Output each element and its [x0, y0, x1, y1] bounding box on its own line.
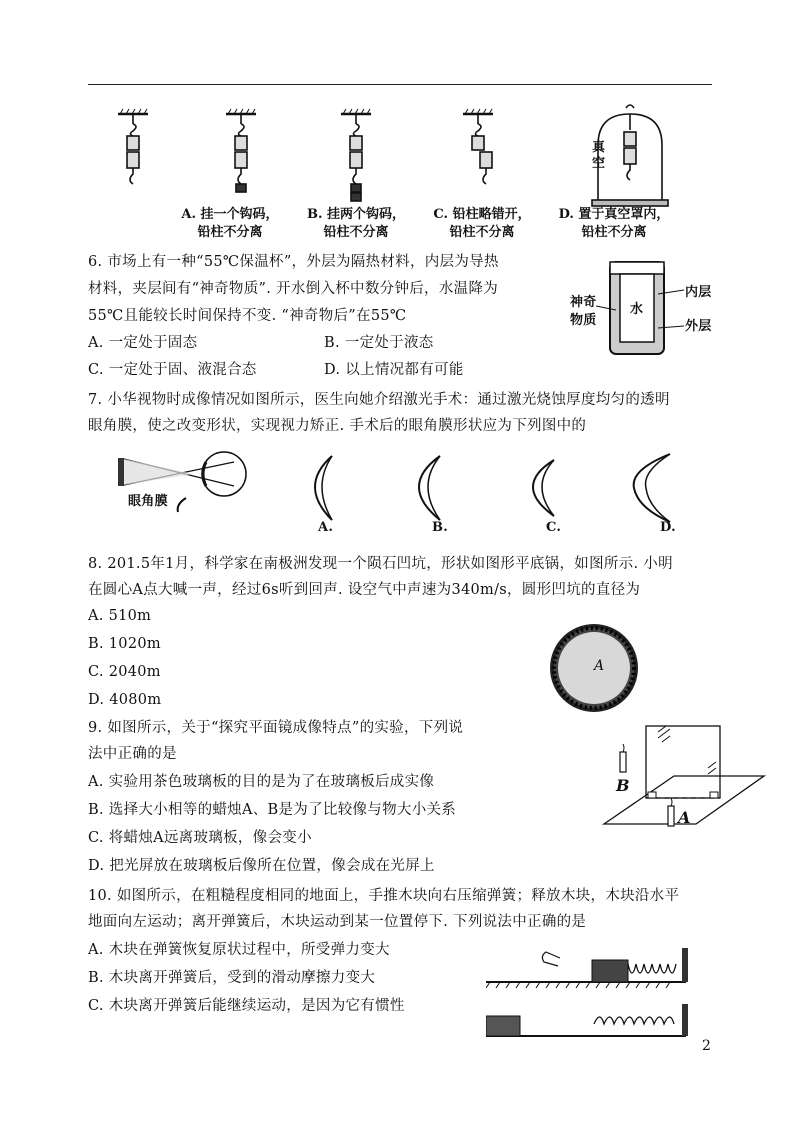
- q9-option-b: B. 选择大小相等的蜡烛A、B是为了比较像与物大小关系: [88, 802, 457, 818]
- q6-option-c: C. 一定处于固、液混合态: [88, 362, 257, 378]
- vacuum-label: 真空: [592, 140, 606, 171]
- q6-inner-label: 内层: [685, 285, 712, 300]
- q5-caption-c: C. 铅柱略错开， 铅柱不分离: [433, 207, 531, 240]
- q7-option-b-label: B.: [432, 520, 449, 535]
- q6-outer-label: 外层: [685, 319, 712, 334]
- q5-caption-d: D. 置于真空罩内， 铅柱不分离: [558, 207, 670, 240]
- q9-line1: 9. 如图所示，关于“探究平面镜成像特点”的实验，下列说: [88, 720, 464, 736]
- header-rule: [88, 84, 712, 85]
- q6-option-b: B. 一定处于液态: [324, 335, 434, 351]
- q10-line2: 地面向左运动；离开弹簧后，木块运动到某一位置停下. 下列说法中正确的是: [88, 914, 587, 930]
- q6-magic-label-1: 神奇: [570, 295, 597, 310]
- page-number: 2: [702, 1038, 711, 1054]
- q6-water-label: 水: [630, 302, 644, 317]
- q9-line2: 法中正确的是: [88, 746, 177, 762]
- q6-option-a: A. 一定处于固态: [88, 335, 198, 351]
- q9-a-label: A: [678, 808, 691, 827]
- q10-line1: 10. 如图所示，在粗糙程度相同的地面上，手推木块向右压缩弹簧；释放木块，木块沿水平: [88, 888, 680, 904]
- q8-option-d: D. 4080m: [88, 692, 162, 708]
- q6-leader-lines: [596, 288, 688, 338]
- q9-option-d: D. 把光屏放在玻璃板后像所在位置，像会成在光屏上: [88, 858, 435, 874]
- q8-option-c: C. 2040m: [88, 664, 161, 680]
- q7-line2: 眼角膜，使之改变形状，实现视力矫正. 手术后的眼角膜形状应为下列图中的: [88, 418, 587, 434]
- q8-option-a: A. 510m: [88, 608, 152, 624]
- q5-caption-b: B. 挂两个钩码， 铅柱不分离: [306, 207, 406, 240]
- q5-fig-c: [341, 109, 371, 201]
- q7-option-shapes: [292, 450, 702, 530]
- q7-option-a-label: A.: [318, 520, 334, 535]
- q9-option-a: A. 实验用茶色玻璃板的目的是为了在玻璃板后成实像: [88, 774, 435, 790]
- q6-option-d: D. 以上情况都有可能: [324, 362, 464, 378]
- q5-caption-a: A. 挂一个钩码， 铅柱不分离: [181, 207, 279, 240]
- q6-magic-label-2: 物质: [570, 313, 597, 328]
- q7-line1: 7. 小华视物时成像情况如图所示，医生向她介绍激光手术：通过激光烧蚀厚度均匀的透明: [88, 392, 670, 408]
- q5-fig-d: [463, 109, 493, 184]
- q8-center-label: A: [594, 658, 605, 674]
- q10-spring-figure: [486, 946, 698, 1042]
- q9-option-c: C. 将蜡烛A远离玻璃板，像会变小: [88, 830, 312, 846]
- q10-option-b: B. 木块离开弹簧后，受到的滑动摩擦力变大: [88, 970, 376, 986]
- q10-option-a: A. 木块在弹簧恢复原状过程中，所受弹力变大: [88, 942, 390, 958]
- q6-line2: 材料，夹层间有“神奇物质”. 开水倒入杯中数分钟后，水温降为: [88, 281, 499, 297]
- q8-line1: 8. 201.5年1月，科学家在南极洲发现一个陨石凹坑，形状如图形平底锅，如图所示. 小明: [88, 556, 673, 572]
- q8-option-b: B. 1020m: [88, 636, 161, 652]
- q7-cornea-label: 眼角膜: [128, 494, 168, 509]
- q9-b-label: B: [616, 776, 630, 795]
- q10-option-c: C. 木块离开弹簧后能继续运动，是因为它有惯性: [88, 998, 405, 1014]
- q7-option-c-label: C.: [546, 520, 562, 535]
- q5-fig-a: [118, 109, 148, 184]
- q8-line2: 在圆心A点大喊一声，经过6s听到回声. 设空气中声速为340m/s，圆形凹坑的直径为: [88, 582, 641, 598]
- q6-line3: 55℃且能较长时间保持不变. “神奇物后”在55℃: [88, 308, 407, 324]
- q5-fig-b: [226, 109, 256, 192]
- q7-option-d-label: D.: [660, 520, 676, 535]
- q6-line1: 6. 市场上有一种“55℃保温杯”，外层为隔热材料，内层为导热: [88, 254, 499, 270]
